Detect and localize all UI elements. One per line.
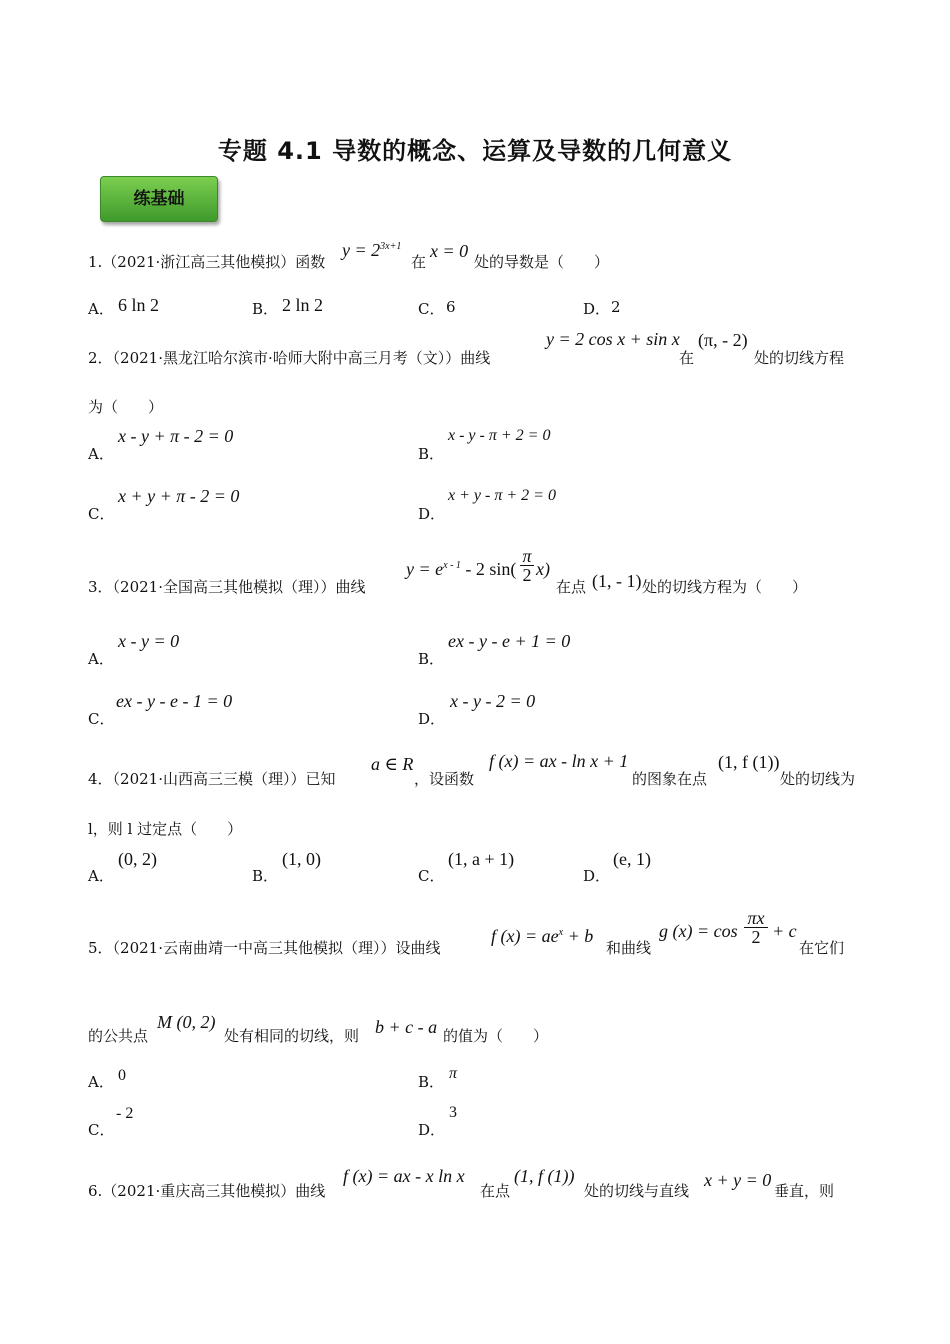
q5-option-d-label: D． — [418, 1121, 446, 1139]
q4-option-a-label: A． — [88, 867, 114, 885]
q1-mid: 在 — [411, 253, 427, 271]
q4-point: (1, f (1)) — [718, 752, 780, 772]
q5-mid: 和曲线 — [606, 939, 652, 957]
page-title: 专题 4.1 导数的概念、运算及导数的几何意义 — [217, 137, 733, 165]
q3-exponent: x - 1 — [443, 560, 461, 571]
q1-option-d: 2 — [611, 298, 621, 316]
q4-option-c: (1, a + 1) — [448, 849, 515, 869]
q2-mid: 在 — [679, 349, 695, 367]
q2-suffix: 处的切线方程 — [754, 349, 845, 367]
q3-option-c: ex - y - e - 1 = 0 — [116, 691, 233, 711]
q3-option-b: ex - y - e + 1 = 0 — [448, 631, 571, 651]
q2-option-c-label: C． — [88, 505, 115, 523]
q5-option-d: 3 — [449, 1104, 457, 1121]
q1-option-c-label: C． — [418, 300, 445, 318]
q5-option-a-label: A． — [88, 1073, 114, 1091]
q5-point: M (0, 2) — [157, 1012, 216, 1032]
q3-curve-end: x) — [536, 559, 550, 579]
q2-option-d: x + y - π + 2 = 0 — [448, 487, 556, 504]
q2-line2: 为（ ） — [88, 398, 164, 416]
q5-g-tail: + c — [772, 921, 797, 941]
q6-prefix: 6.（2021·重庆高三其他模拟）曲线 — [88, 1182, 326, 1200]
q1-option-a: 6 ln 2 — [118, 295, 160, 315]
q2-option-d-label: D． — [418, 505, 446, 523]
q6-mid1: 在点 — [480, 1182, 511, 1200]
q4-mid1: ，设函数 — [414, 770, 475, 788]
q4-option-c-label: C． — [418, 867, 445, 885]
q5-g-function: g (x) = cos — [659, 921, 738, 941]
q1-option-b: 2 ln 2 — [282, 295, 324, 315]
q3-curve: $y = e^{x - 1} - 2$ sin( — [406, 559, 517, 579]
q5-option-b: π — [449, 1065, 458, 1082]
q5-option-c: - 2 — [116, 1105, 134, 1122]
q2-option-a: x - y + π - 2 = 0 — [118, 426, 234, 446]
q1-function: $y = 2^{3x+1}$ — [342, 240, 402, 260]
q1-point: x = 0 — [430, 241, 469, 261]
q3-fraction: π 2 — [520, 547, 534, 584]
q3-option-a-label: A． — [88, 650, 114, 668]
q5-f-exponent: x — [558, 927, 564, 938]
q2-option-b: x - y - π + 2 = 0 — [448, 427, 551, 444]
q4-prefix: 4．（2021·山西高三三模（理））已知 — [88, 770, 336, 788]
q2-option-c: x + y + π - 2 = 0 — [118, 486, 240, 506]
q4-option-b-label: B． — [252, 867, 279, 885]
q4-line2: l，则 l 过定点（ ） — [88, 820, 243, 838]
q4-option-a: (0, 2) — [118, 849, 157, 869]
q3-option-d-label: D． — [418, 710, 446, 728]
q4-option-b: (1, 0) — [282, 849, 321, 869]
q1-option-a-label: A． — [88, 300, 114, 318]
q4-option-d: (e, 1) — [613, 849, 651, 869]
q5-f-function: f $(x) = ae^x + b$ — [491, 926, 594, 946]
q5-prefix: 5．（2021·云南曲靖一中高三其他模拟（理））设曲线 — [88, 939, 441, 957]
q5-g-fraction: πx 2 — [744, 909, 768, 946]
q2-option-a-label: A． — [88, 445, 114, 463]
q5-line2-mid: 处有相同的切线，则 — [224, 1027, 360, 1045]
q6-mid2: 处的切线与直线 — [584, 1182, 690, 1200]
q4-function: f (x) = ax - ln x + 1 — [489, 751, 629, 771]
q5-line2-suffix: 的值为（ ） — [443, 1027, 549, 1045]
q3-option-a: x - y = 0 — [118, 631, 180, 651]
q1-option-b-label: B． — [252, 300, 279, 318]
q5-line2-prefix: 的公共点 — [88, 1027, 149, 1045]
q4-suffix: 处的切线为 — [780, 770, 856, 788]
q6-point: (1, f (1)) — [514, 1166, 575, 1186]
q3-mid: 在点 — [556, 578, 587, 596]
section-badge: 练基础 — [100, 176, 218, 222]
q3-prefix: 3．（2021·全国高三其他模拟（理））曲线 — [88, 578, 366, 596]
q1-option-d-label: D． — [583, 300, 611, 318]
q6-suffix: 垂直，则 — [774, 1182, 835, 1200]
q5-option-b-label: B． — [418, 1073, 445, 1091]
q2-option-b-label: B． — [418, 445, 445, 463]
q3-option-b-label: B． — [418, 650, 445, 668]
q5-expression: b + c - a — [375, 1017, 438, 1037]
q2-point: (π, - 2) — [698, 330, 748, 350]
q2-prefix: 2．（2021·黑龙江哈尔滨市·哈师大附中高三月考（文））曲线 — [88, 349, 491, 367]
q6-line: x + y = 0 — [704, 1170, 772, 1190]
q1-option-c: 6 — [446, 298, 456, 316]
q3-point: (1, - 1) — [592, 571, 642, 591]
q1-exponent: 3x+1 — [380, 241, 402, 252]
q3-option-d: x - y - 2 = 0 — [450, 691, 536, 711]
q4-option-d-label: D． — [583, 867, 611, 885]
q5-option-c-label: C． — [88, 1121, 115, 1139]
q4-condition: a ∈ R — [371, 754, 414, 774]
q5-suffix: 在它们 — [799, 939, 845, 957]
q6-function: f (x) = ax - x ln x — [343, 1166, 465, 1186]
q3-option-c-label: C． — [88, 710, 115, 728]
q2-curve: y = 2 cos x + sin x — [546, 329, 680, 349]
q1-suffix: 处的导数是（ ） — [474, 253, 610, 271]
q1-prefix: 1.（2021·浙江高三其他模拟）函数 — [88, 253, 326, 271]
q4-mid2: 的图象在点 — [632, 770, 708, 788]
q5-option-a: 0 — [118, 1067, 126, 1084]
q3-suffix: 处的切线方程为（ ） — [642, 578, 808, 596]
